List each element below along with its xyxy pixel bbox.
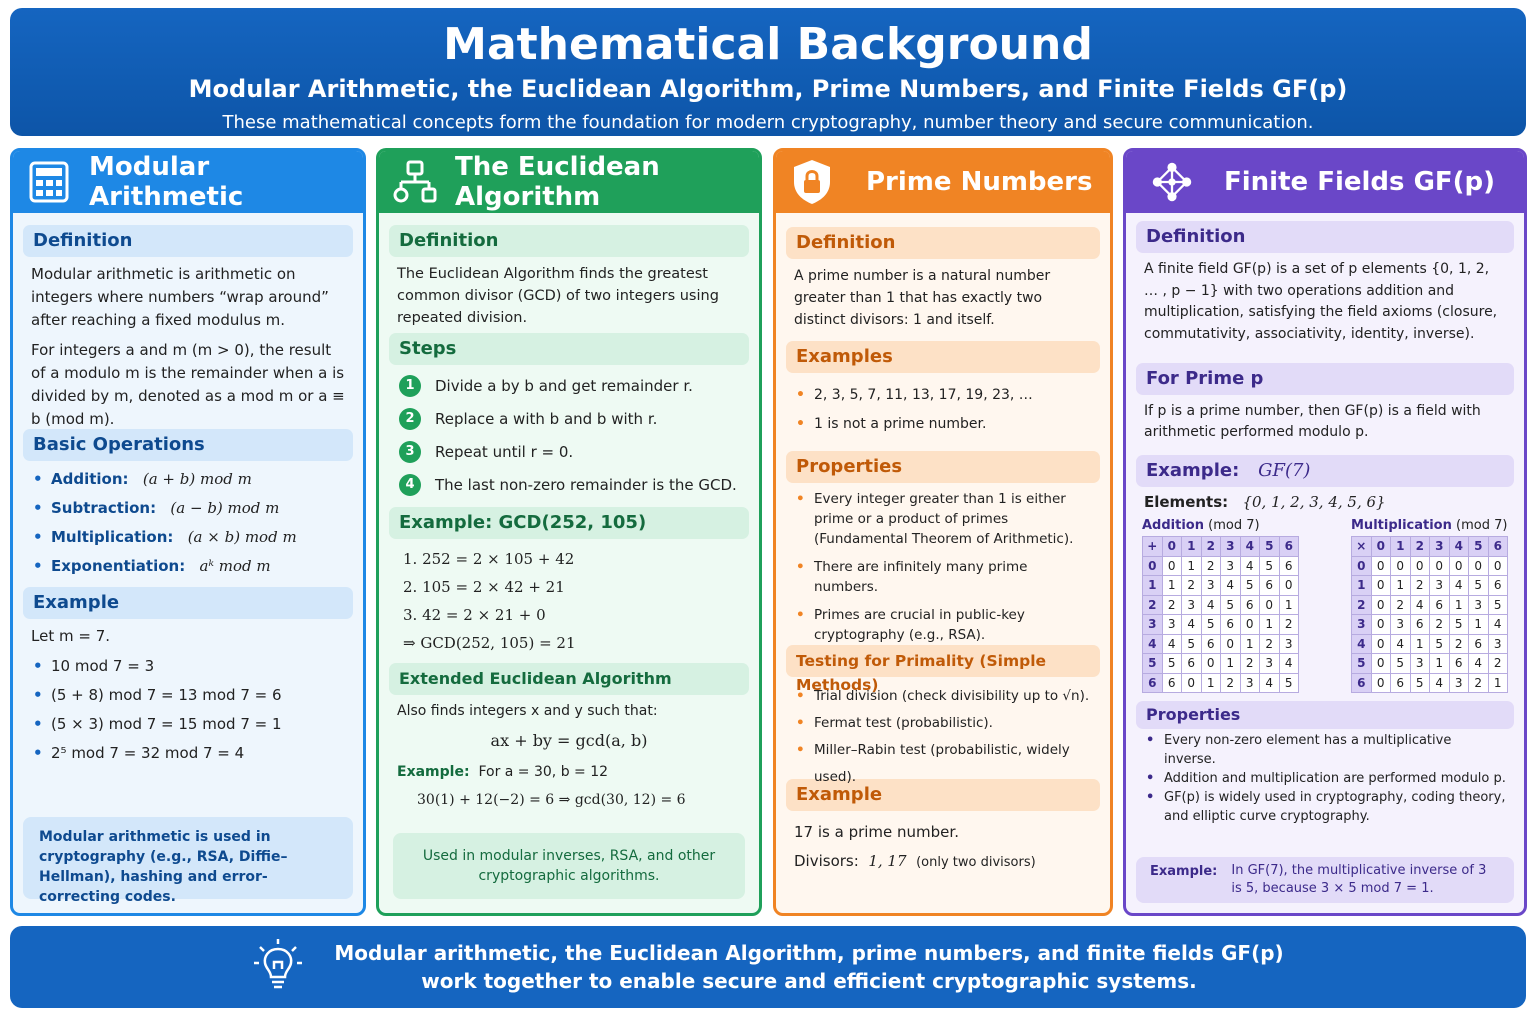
- table-cell: 4: [1430, 673, 1450, 693]
- list-item: 1. 252 = 2 × 105 + 42: [403, 550, 575, 568]
- steps-heading: Steps: [389, 333, 749, 365]
- flowchart-icon: [393, 160, 437, 204]
- properties-heading: Properties: [1136, 701, 1514, 729]
- table-cell: 2: [1240, 654, 1260, 674]
- table-cell: 4: [1279, 654, 1299, 674]
- table-cell: 2: [1391, 595, 1411, 615]
- modular-arithmetic-header: [13, 151, 363, 213]
- table-cell: 5: [1162, 654, 1182, 674]
- table-row: [1143, 615, 1299, 635]
- table-cell: 6: [1182, 654, 1202, 674]
- addition-label: Addition (mod 7): [1142, 518, 1260, 533]
- footer-banner: [10, 926, 1526, 1008]
- table-cell: 5: [1182, 634, 1202, 654]
- table-cell: 4: [1410, 595, 1430, 615]
- list-item: • Every non-zero element has a multiplicative inverse.: [1144, 731, 1506, 769]
- page-subtitle: Modular Arithmetic, the Euclidean Algorithm, Prime Numbers, and Finite Fields GF(p): [188, 75, 1348, 103]
- table-row-header: 1: [1352, 576, 1372, 596]
- table-cell: 3: [1279, 634, 1299, 654]
- list-item: 2 Replace a with b and b with r.: [389, 402, 749, 435]
- usage-note: Used in modular inverses, RSA, and other cryptographic algorithms.: [393, 833, 745, 899]
- table-cell: 6: [1162, 673, 1182, 693]
- table-cell: 5: [1488, 595, 1508, 615]
- definition-text: Modular arithmetic is arithmetic on integers where numbers “wrap around” after reaching a fixed modulus m.: [31, 265, 329, 329]
- table-cell: 3: [1449, 673, 1469, 693]
- table-cell: 4: [1449, 576, 1469, 596]
- table-cell: 2: [1260, 634, 1280, 654]
- table-row: [1143, 576, 1299, 596]
- list-item: • GF(p) is widely used in cryptography, coding theory, and elliptic curve cryptography.: [1144, 788, 1506, 826]
- examples-heading: Examples: [786, 341, 1100, 373]
- table-header-cell: 0: [1162, 537, 1182, 557]
- table-cell: 0: [1260, 595, 1280, 615]
- table-row-header: 3: [1352, 615, 1372, 635]
- list-item: • Multiplication: (a × b) mod m: [31, 523, 345, 552]
- prime-numbers-panel: [773, 148, 1113, 916]
- example-heading: Example: [786, 779, 1100, 811]
- table-cell: 1: [1221, 654, 1241, 674]
- page-description: These mathematical concepts form the foundation for modern cryptography, number theory and secure communication.: [222, 112, 1314, 133]
- table-cell: 3: [1260, 654, 1280, 674]
- extended-example: Example: For a = 30, b = 12: [397, 764, 609, 780]
- extended-euclidean-heading: Extended Euclidean Algorithm: [389, 663, 749, 695]
- table-cell: 0: [1371, 615, 1391, 635]
- table-cell: 1: [1162, 576, 1182, 596]
- table-cell: 1: [1430, 654, 1450, 674]
- steps-list: [389, 365, 749, 507]
- table-cell: 3: [1469, 595, 1489, 615]
- table-cell: 5: [1430, 634, 1450, 654]
- list-item: 4 The last non-zero remainder is the GCD.: [389, 468, 749, 501]
- table-cell: 4: [1240, 556, 1260, 576]
- lightbulb-icon: [252, 937, 304, 997]
- calculator-icon: [27, 160, 71, 204]
- table-cell: 5: [1221, 595, 1241, 615]
- prime-p-text: If p is a prime number, then GF(p) is a field with arithmetic performed modulo p.: [1144, 403, 1481, 440]
- table-cell: 3: [1221, 556, 1241, 576]
- table-row-header: 5: [1352, 654, 1372, 674]
- table-row-header: 6: [1352, 673, 1372, 693]
- table-row: [1352, 556, 1508, 576]
- table-cell: 1: [1240, 634, 1260, 654]
- table-cell: 6: [1488, 576, 1508, 596]
- table-cell: 6: [1201, 634, 1221, 654]
- prime-header: [776, 151, 1110, 213]
- table-cell: 3: [1201, 576, 1221, 596]
- table-cell: 4: [1469, 654, 1489, 674]
- example-line-1: 17 is a prime number.: [794, 823, 959, 841]
- properties-heading: Properties: [786, 451, 1100, 483]
- table-cell: 0: [1410, 556, 1430, 576]
- table-cell: 4: [1162, 634, 1182, 654]
- testing-list: [786, 677, 1100, 785]
- definition-text: A prime number is a natural number greater than 1 that has exactly two distinct divisors: 1 and itself.: [794, 268, 1051, 328]
- table-cell: 4: [1221, 576, 1241, 596]
- list-item: • (5 + 8) mod 7 = 13 mod 7 = 6: [31, 681, 345, 710]
- footer-text: Modular arithmetic, the Euclidean Algorithm, prime numbers, and finite fields GF(p) work together to enable secure and efficient cryptographic systems.: [334, 941, 1284, 993]
- basic-operations-heading: Basic Operations: [23, 429, 353, 461]
- table-operator: ×: [1352, 537, 1372, 557]
- list-item: • Subtraction: (a − b) mod m: [31, 494, 345, 523]
- list-item: • Miller–Rabin test (probabilistic, widely used).: [794, 737, 1092, 791]
- euclidean-header: [379, 151, 759, 213]
- definition-heading: Definition: [1136, 221, 1514, 253]
- table-cell: 0: [1371, 556, 1391, 576]
- table-cell: 6: [1391, 673, 1411, 693]
- multiplication-table: [1351, 536, 1508, 693]
- table-cell: 0: [1162, 556, 1182, 576]
- table-row-header: 2: [1352, 595, 1372, 615]
- network-icon: [1150, 160, 1194, 204]
- table-row: [1143, 654, 1299, 674]
- table-cell: 5: [1240, 576, 1260, 596]
- table-row-header: 6: [1143, 673, 1163, 693]
- list-item: 3 Repeat until r = 0.: [389, 435, 749, 468]
- table-cell: 1: [1488, 673, 1508, 693]
- table-cell: 6: [1279, 556, 1299, 576]
- table-cell: 3: [1240, 673, 1260, 693]
- table-cell: 3: [1391, 615, 1411, 635]
- table-cell: 0: [1449, 556, 1469, 576]
- table-cell: 4: [1182, 615, 1202, 635]
- extended-example-calc: 30(1) + 12(−2) = 6 ⇒ gcd(30, 12) = 6: [417, 792, 686, 808]
- inverse-example-note: Example: In GF(7), the multiplicative inverse of 3 is 5, because 3 × 5 mod 7 = 1.: [1136, 857, 1514, 903]
- table-cell: 6: [1240, 595, 1260, 615]
- table-cell: 2: [1182, 576, 1202, 596]
- table-cell: 6: [1221, 615, 1241, 635]
- table-cell: 1: [1449, 595, 1469, 615]
- table-cell: 2: [1221, 673, 1241, 693]
- table-header-cell: 1: [1391, 537, 1411, 557]
- table-cell: 0: [1371, 576, 1391, 596]
- euclidean-title: The Euclidean Algorithm: [455, 152, 660, 212]
- finite-fields-header: [1126, 151, 1524, 213]
- example-heading: Example: GCD(252, 105): [389, 507, 749, 539]
- table-header-cell: 2: [1410, 537, 1430, 557]
- example-heading: Example: GF(7): [1136, 455, 1514, 487]
- table-cell: 1: [1391, 576, 1411, 596]
- finite-fields-panel: [1123, 148, 1527, 916]
- table-cell: 5: [1469, 576, 1489, 596]
- modular-arithmetic-title: Modular Arithmetic: [89, 152, 244, 212]
- list-item: • Every integer greater than 1 is either prime or a product of primes (Fundamental Theorem of Arithmetic).: [794, 489, 1092, 549]
- definition-heading: Definition: [389, 225, 749, 257]
- table-cell: 0: [1371, 634, 1391, 654]
- list-item: • Primes are crucial in public-key cryptography (e.g., RSA).: [794, 605, 1092, 645]
- table-row: [1352, 634, 1508, 654]
- table-cell: 0: [1469, 556, 1489, 576]
- table-cell: 6: [1410, 615, 1430, 635]
- table-cell: 4: [1201, 595, 1221, 615]
- example-line-2: Divisors: 1, 17 (only two divisors): [794, 852, 1036, 870]
- table-cell: 2: [1201, 556, 1221, 576]
- example-heading: Example: [23, 587, 353, 619]
- table-row-header: 1: [1143, 576, 1163, 596]
- table-cell: 0: [1182, 673, 1202, 693]
- page-title: Mathematical Background: [443, 19, 1093, 70]
- table-cell: 5: [1391, 654, 1411, 674]
- table-cell: 0: [1371, 595, 1391, 615]
- table-row: [1352, 595, 1508, 615]
- table-row-header: 5: [1143, 654, 1163, 674]
- table-row: [1352, 673, 1508, 693]
- table-header-cell: 4: [1240, 537, 1260, 557]
- table-cell: 0: [1279, 576, 1299, 596]
- table-row: [1143, 634, 1299, 654]
- addition-table: [1142, 536, 1299, 693]
- list-item: • 10 mod 7 = 3: [31, 652, 345, 681]
- list-item: • 2⁵ mod 7 = 32 mod 7 = 4: [31, 739, 345, 768]
- table-operator: +: [1143, 537, 1163, 557]
- list-item: • There are infinitely many prime numbers.: [794, 557, 1092, 597]
- table-header-cell: 0: [1371, 537, 1391, 557]
- table-cell: 2: [1449, 634, 1469, 654]
- table-cell: 2: [1488, 654, 1508, 674]
- list-item: • Exponentiation: aᵏ mod m: [31, 552, 345, 581]
- list-item: • Addition and multiplication are performed modulo p.: [1144, 769, 1506, 788]
- table-cell: 6: [1449, 654, 1469, 674]
- table-cell: 1: [1260, 615, 1280, 635]
- table-header-cell: 5: [1260, 537, 1280, 557]
- table-row: [1352, 654, 1508, 674]
- finite-fields-title: Finite Fields GF(p): [1224, 167, 1496, 197]
- table-cell: 6: [1430, 595, 1450, 615]
- list-item: • Fermat test (probabilistic).: [794, 710, 1092, 737]
- usage-note: Modular arithmetic is used in cryptography (e.g., RSA, Diffie–Hellman), hashing and error-correcting codes.: [23, 817, 353, 899]
- properties-list: [786, 483, 1100, 645]
- table-cell: 2: [1162, 595, 1182, 615]
- table-cell: 5: [1410, 673, 1430, 693]
- prime-p-heading: For Prime p: [1136, 363, 1514, 395]
- table-header-cell: 2: [1201, 537, 1221, 557]
- list-item: 2. 105 = 2 × 42 + 21: [403, 578, 565, 596]
- properties-list: [1136, 729, 1514, 830]
- list-item: • Trial division (check divisibility up to √n).: [794, 683, 1092, 710]
- primality-testing-heading: Testing for Primality (Simple Methods): [786, 645, 1100, 677]
- table-cell: 0: [1430, 556, 1450, 576]
- table-cell: 2: [1410, 576, 1430, 596]
- table-cell: 1: [1182, 556, 1202, 576]
- table-cell: 1: [1279, 595, 1299, 615]
- list-item: • (5 × 3) mod 7 = 15 mod 7 = 1: [31, 710, 345, 739]
- table-header-cell: 4: [1449, 537, 1469, 557]
- list-item: • 2, 3, 5, 7, 11, 13, 17, 19, 23, …: [794, 381, 1092, 410]
- elements-line: Elements: {0, 1, 2, 3, 4, 5, 6}: [1144, 493, 1386, 511]
- table-cell: 3: [1410, 654, 1430, 674]
- table-cell: 0: [1240, 615, 1260, 635]
- table-row: [1143, 556, 1299, 576]
- definition-text-2: For integers a and m (m > 0), the result of a modulo m is the remainder when a is divided by m, denoted as a mod m or a ≡ b (mod m).: [31, 341, 345, 428]
- table-cell: 3: [1182, 595, 1202, 615]
- table-cell: 1: [1410, 634, 1430, 654]
- euclidean-algorithm-panel: [376, 148, 762, 916]
- list-item: 1 Divide a by b and get remainder r.: [389, 369, 749, 402]
- table-header-cell: 6: [1279, 537, 1299, 557]
- extended-intro: Also finds integers x and y such that:: [397, 703, 658, 719]
- table-cell: 6: [1469, 634, 1489, 654]
- table-cell: 3: [1162, 615, 1182, 635]
- multiplication-table-block: [1351, 516, 1508, 693]
- table-cell: 5: [1201, 615, 1221, 635]
- definition-text: A finite field GF(p) is a set of p elements {0, 1, 2, … , p − 1} with two operations addition and multiplication, satisfying the field axioms (closure, commutativity, associativity, identity, inverse).: [1144, 261, 1498, 342]
- table-cell: 5: [1260, 556, 1280, 576]
- table-cell: 6: [1260, 576, 1280, 596]
- list-item: • 1 is not a prime number.: [794, 410, 1092, 439]
- shield-lock-icon: [790, 160, 834, 204]
- prime-title: Prime Numbers: [866, 167, 1093, 197]
- table-row-header: 2: [1143, 595, 1163, 615]
- table-header-cell: 6: [1488, 537, 1508, 557]
- table-cell: 2: [1430, 615, 1450, 635]
- definition-heading: Definition: [786, 227, 1100, 259]
- table-header-cell: 3: [1430, 537, 1450, 557]
- table-cell: 3: [1488, 634, 1508, 654]
- table-cell: 1: [1469, 615, 1489, 635]
- list-item: ⇒ GCD(252, 105) = 21: [403, 634, 576, 652]
- table-row-header: 4: [1352, 634, 1372, 654]
- table-cell: 3: [1430, 576, 1450, 596]
- table-row: [1352, 576, 1508, 596]
- addition-table-block: [1142, 516, 1299, 693]
- table-header-cell: 3: [1221, 537, 1241, 557]
- table-cell: 0: [1371, 673, 1391, 693]
- table-cell: 0: [1221, 634, 1241, 654]
- table-cell: 4: [1260, 673, 1280, 693]
- table-cell: 5: [1449, 615, 1469, 635]
- operations-list: [23, 461, 353, 587]
- definition-heading: Definition: [23, 225, 353, 257]
- table-row: [1143, 595, 1299, 615]
- modular-arithmetic-panel: [10, 148, 366, 916]
- table-row: [1143, 673, 1299, 693]
- table-row: [1352, 615, 1508, 635]
- table-row-header: 4: [1143, 634, 1163, 654]
- table-row-header: 3: [1143, 615, 1163, 635]
- examples-list: [786, 373, 1100, 451]
- table-header-cell: 1: [1182, 537, 1202, 557]
- table-cell: 0: [1371, 654, 1391, 674]
- example-list: [23, 648, 353, 772]
- example-intro: Let m = 7.: [31, 627, 110, 645]
- multiplication-label: Multiplication (mod 7): [1351, 518, 1508, 533]
- table-row-header: 0: [1352, 556, 1372, 576]
- table-cell: 5: [1279, 673, 1299, 693]
- table-cell: 4: [1488, 615, 1508, 635]
- table-row-header: 0: [1143, 556, 1163, 576]
- definition-text: The Euclidean Algorithm finds the greatest common divisor (GCD) of two integers using repeated division.: [397, 266, 719, 326]
- table-cell: 2: [1469, 673, 1489, 693]
- table-cell: 0: [1488, 556, 1508, 576]
- table-header-cell: 5: [1469, 537, 1489, 557]
- list-item: • Addition: (a + b) mod m: [31, 465, 345, 494]
- list-item: 3. 42 = 2 × 21 + 0: [403, 606, 546, 624]
- table-cell: 1: [1201, 673, 1221, 693]
- table-cell: 0: [1201, 654, 1221, 674]
- table-cell: 2: [1279, 615, 1299, 635]
- table-cell: 0: [1391, 556, 1411, 576]
- gcd-example: [389, 539, 749, 663]
- header-banner: [10, 8, 1526, 136]
- table-cell: 4: [1391, 634, 1411, 654]
- extended-formula: ax + by = gcd(a, b): [490, 731, 648, 750]
